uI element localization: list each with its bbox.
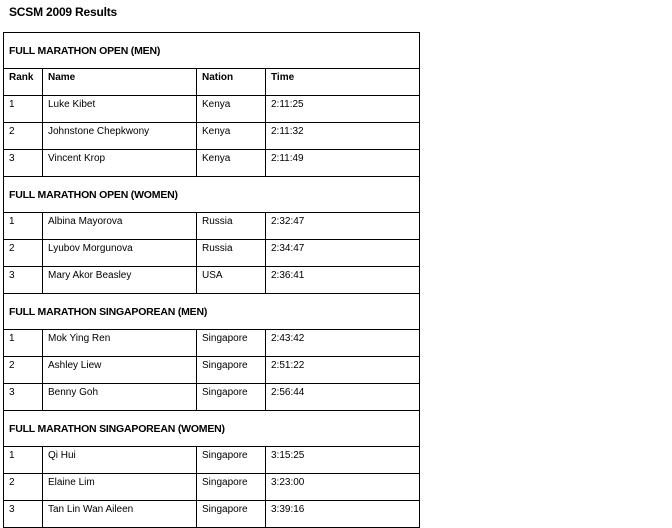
time-cell: 2:51:22 [266, 357, 420, 384]
name-cell: Ashley Liew [43, 357, 197, 384]
name-cell: Johnstone Chepkwony [43, 123, 197, 150]
rank-cell: 1 [4, 213, 43, 240]
time-cell: 2:11:25 [266, 96, 420, 123]
table-row [4, 474, 420, 501]
rank-cell: 1 [4, 330, 43, 357]
time-cell: 3:15:25 [266, 447, 420, 474]
section-heading-row [4, 411, 420, 447]
rank-cell: 3 [4, 150, 43, 177]
rank-cell: 3 [4, 267, 43, 294]
time-cell: 2:56:44 [266, 384, 420, 411]
table-row [4, 213, 420, 240]
table-row [4, 240, 420, 267]
table-row [4, 447, 420, 474]
nation-cell: Singapore [197, 384, 266, 411]
name-cell: Qi Hui [43, 447, 197, 474]
name-cell: Luke Kibet [43, 96, 197, 123]
table-row [4, 150, 420, 177]
name-cell: Elaine Lim [43, 474, 197, 501]
section-heading-row [4, 177, 420, 213]
nation-cell: Singapore [197, 357, 266, 384]
section-heading: FULL MARATHON SINGAPOREAN (WOMEN) [4, 411, 420, 447]
time-cell: 2:32:47 [266, 213, 420, 240]
nation-cell: Russia [197, 213, 266, 240]
name-cell: Lyubov Morgunova [43, 240, 197, 267]
nation-cell: Russia [197, 240, 266, 267]
results-table [3, 32, 420, 528]
rank-cell: 1 [4, 96, 43, 123]
table-row [4, 384, 420, 411]
rank-cell: 2 [4, 474, 43, 501]
nation-cell: Kenya [197, 96, 266, 123]
name-cell: Benny Goh [43, 384, 197, 411]
nation-cell: Singapore [197, 447, 266, 474]
name-cell: Mary Akor Beasley [43, 267, 197, 294]
column-header-row [4, 69, 420, 96]
name-column-header: Name [43, 69, 197, 96]
rank-cell: 3 [4, 384, 43, 411]
name-cell: Albina Mayorova [43, 213, 197, 240]
time-cell: 2:11:32 [266, 123, 420, 150]
rank-cell: 2 [4, 123, 43, 150]
time-cell: 2:43:42 [266, 330, 420, 357]
time-cell: 2:34:47 [266, 240, 420, 267]
table-row [4, 96, 420, 123]
table-row [4, 267, 420, 294]
time-cell: 2:36:41 [266, 267, 420, 294]
time-cell: 3:23:00 [266, 474, 420, 501]
table-row [4, 330, 420, 357]
nation-cell: USA [197, 267, 266, 294]
table-row [4, 501, 420, 528]
rank-cell: 2 [4, 240, 43, 267]
nation-cell: Singapore [197, 501, 266, 528]
rank-cell: 1 [4, 447, 43, 474]
time-column-header: Time [266, 69, 420, 96]
section-heading: FULL MARATHON OPEN (WOMEN) [4, 177, 420, 213]
time-cell: 3:39:16 [266, 501, 420, 528]
table-row [4, 357, 420, 384]
name-cell: Tan Lin Wan Aileen [43, 501, 197, 528]
rank-cell: 2 [4, 357, 43, 384]
document-title: SCSM 2009 Results [9, 5, 117, 19]
rank-cell: 3 [4, 501, 43, 528]
nation-cell: Kenya [197, 123, 266, 150]
section-heading: FULL MARATHON SINGAPOREAN (MEN) [4, 294, 420, 330]
nation-cell: Singapore [197, 330, 266, 357]
nation-column-header: Nation [197, 69, 266, 96]
time-cell: 2:11:49 [266, 150, 420, 177]
section-heading: FULL MARATHON OPEN (MEN) [4, 33, 420, 69]
name-cell: Mok Ying Ren [43, 330, 197, 357]
section-heading-row [4, 294, 420, 330]
name-cell: Vincent Krop [43, 150, 197, 177]
nation-cell: Kenya [197, 150, 266, 177]
table-row [4, 123, 420, 150]
rank-column-header: Rank [4, 69, 43, 96]
section-heading-row [4, 33, 420, 69]
nation-cell: Singapore [197, 474, 266, 501]
